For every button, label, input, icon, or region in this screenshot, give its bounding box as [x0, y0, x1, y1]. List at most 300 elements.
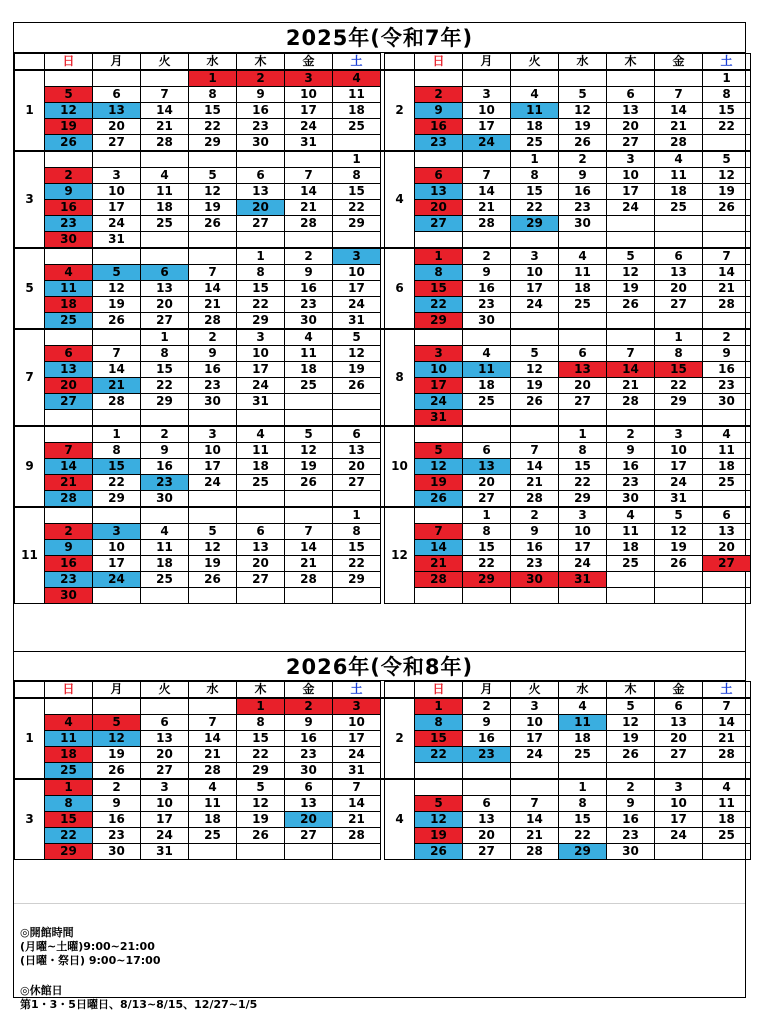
weekday-header: 水	[559, 54, 607, 71]
day-cell	[415, 232, 463, 249]
weekday-header: 水	[189, 682, 237, 699]
day-cell: 4	[45, 715, 93, 731]
weekday-header: 月	[93, 682, 141, 699]
day-cell	[655, 232, 703, 249]
day-cell: 20	[141, 297, 189, 313]
day-cell: 24	[93, 216, 141, 232]
day-cell: 26	[607, 747, 655, 763]
day-cell: 20	[93, 119, 141, 135]
day-cell: 19	[237, 812, 285, 828]
day-cell: 11	[189, 796, 237, 812]
day-cell: 31	[93, 232, 141, 249]
day-cell: 7	[285, 168, 333, 184]
weekday-header: 金	[655, 54, 703, 71]
day-cell: 19	[415, 475, 463, 491]
day-cell	[285, 491, 333, 508]
day-cell: 13	[463, 459, 511, 475]
day-cell: 4	[559, 698, 607, 715]
day-cell	[285, 232, 333, 249]
month-label: 5	[15, 248, 45, 329]
year-title-2025: 2025年(令和7年)	[14, 23, 745, 53]
day-cell: 11	[333, 87, 381, 103]
day-cell	[415, 426, 463, 443]
day-cell: 9	[45, 184, 93, 200]
day-cell: 18	[463, 378, 511, 394]
day-cell: 3	[285, 70, 333, 87]
day-cell: 24	[333, 747, 381, 763]
day-cell: 17	[463, 119, 511, 135]
year-title-2026: 2026年(令和8年)	[14, 651, 745, 681]
day-cell: 29	[189, 135, 237, 152]
day-cell: 27	[655, 747, 703, 763]
day-cell: 3	[607, 151, 655, 168]
weekday-header: 月	[463, 54, 511, 71]
day-cell: 30	[45, 232, 93, 249]
day-cell: 25	[189, 828, 237, 844]
day-cell: 18	[45, 747, 93, 763]
day-cell: 16	[415, 119, 463, 135]
day-cell	[607, 70, 655, 87]
day-cell: 24	[511, 747, 559, 763]
day-cell: 8	[559, 443, 607, 459]
day-cell: 26	[333, 378, 381, 394]
day-cell: 22	[415, 747, 463, 763]
day-cell: 24	[511, 297, 559, 313]
day-cell: 2	[285, 698, 333, 715]
day-cell	[463, 410, 511, 427]
weekday-header: 日	[45, 682, 93, 699]
day-cell: 26	[415, 844, 463, 860]
day-cell	[511, 313, 559, 330]
weekday-header: 木	[607, 682, 655, 699]
day-cell: 18	[141, 556, 189, 572]
day-cell: 31	[415, 410, 463, 427]
day-cell: 23	[45, 216, 93, 232]
day-cell: 11	[45, 281, 93, 297]
day-cell: 7	[415, 524, 463, 540]
month-label: 2	[385, 698, 415, 779]
day-cell: 8	[93, 443, 141, 459]
day-cell: 23	[415, 135, 463, 152]
day-cell: 25	[703, 475, 751, 491]
day-cell: 23	[237, 119, 285, 135]
day-cell: 7	[511, 796, 559, 812]
day-cell	[189, 698, 237, 715]
day-cell: 19	[333, 362, 381, 378]
month-label: 6	[385, 248, 415, 329]
day-cell: 27	[285, 828, 333, 844]
day-cell: 3	[511, 248, 559, 265]
day-cell: 1	[333, 507, 381, 524]
day-cell	[333, 410, 381, 427]
day-cell: 18	[559, 731, 607, 747]
day-cell: 27	[655, 297, 703, 313]
day-cell: 15	[141, 362, 189, 378]
day-cell: 23	[463, 297, 511, 313]
day-cell: 30	[703, 394, 751, 410]
day-cell: 19	[703, 184, 751, 200]
day-cell	[141, 410, 189, 427]
day-cell: 12	[655, 524, 703, 540]
day-cell: 27	[415, 216, 463, 232]
day-cell: 2	[415, 87, 463, 103]
day-cell: 1	[703, 70, 751, 87]
day-cell: 9	[703, 346, 751, 362]
day-cell: 28	[511, 491, 559, 508]
day-cell	[559, 70, 607, 87]
day-cell: 11	[141, 184, 189, 200]
day-cell: 5	[415, 796, 463, 812]
day-cell: 13	[559, 362, 607, 378]
day-cell: 1	[237, 248, 285, 265]
day-cell	[189, 588, 237, 604]
day-cell: 4	[607, 507, 655, 524]
day-cell: 10	[655, 796, 703, 812]
day-cell: 21	[511, 828, 559, 844]
day-cell: 26	[559, 135, 607, 152]
day-cell: 19	[511, 378, 559, 394]
opening-hours-title: ◎開館時間	[20, 926, 74, 939]
day-cell	[237, 232, 285, 249]
day-cell: 15	[45, 812, 93, 828]
day-cell: 3	[415, 346, 463, 362]
day-cell: 21	[141, 119, 189, 135]
day-cell: 12	[285, 443, 333, 459]
day-cell: 4	[463, 346, 511, 362]
day-cell: 14	[463, 184, 511, 200]
day-cell: 6	[93, 87, 141, 103]
day-cell: 28	[703, 297, 751, 313]
day-cell: 12	[511, 362, 559, 378]
day-cell	[333, 232, 381, 249]
day-cell: 7	[655, 87, 703, 103]
day-cell: 12	[415, 812, 463, 828]
day-cell: 25	[45, 763, 93, 780]
day-cell: 14	[93, 362, 141, 378]
day-cell	[333, 844, 381, 860]
day-cell: 14	[141, 103, 189, 119]
weekday-header: 木	[607, 54, 655, 71]
day-cell	[703, 232, 751, 249]
day-cell	[703, 491, 751, 508]
day-cell: 7	[463, 168, 511, 184]
day-cell: 25	[559, 297, 607, 313]
day-cell: 25	[141, 216, 189, 232]
day-cell: 18	[559, 281, 607, 297]
day-cell: 25	[607, 556, 655, 572]
day-cell: 15	[415, 281, 463, 297]
day-cell: 1	[559, 426, 607, 443]
day-cell: 13	[607, 103, 655, 119]
header-blank	[15, 54, 45, 71]
weekday-header: 日	[45, 54, 93, 71]
day-cell	[655, 588, 703, 604]
day-cell	[463, 329, 511, 346]
day-cell: 13	[703, 524, 751, 540]
day-cell: 7	[703, 698, 751, 715]
day-cell	[463, 779, 511, 796]
day-cell: 22	[511, 200, 559, 216]
day-cell	[415, 151, 463, 168]
day-cell: 17	[93, 200, 141, 216]
day-cell: 29	[141, 394, 189, 410]
day-cell: 31	[237, 394, 285, 410]
day-cell: 19	[655, 540, 703, 556]
day-cell: 4	[237, 426, 285, 443]
day-cell: 7	[189, 715, 237, 731]
day-cell: 18	[703, 459, 751, 475]
day-cell: 28	[45, 491, 93, 508]
day-cell: 6	[463, 796, 511, 812]
day-cell	[189, 491, 237, 508]
header-blank	[385, 54, 415, 71]
day-cell: 13	[93, 103, 141, 119]
day-cell: 27	[45, 394, 93, 410]
day-cell: 24	[559, 556, 607, 572]
day-cell: 14	[607, 362, 655, 378]
day-cell: 21	[703, 731, 751, 747]
opening-hours-weekday: (月曜~土曜)9:00~21:00	[20, 940, 155, 953]
day-cell: 11	[45, 731, 93, 747]
day-cell: 24	[333, 297, 381, 313]
day-cell: 30	[607, 844, 655, 860]
weekday-header: 日	[415, 682, 463, 699]
day-cell: 26	[189, 216, 237, 232]
day-cell: 14	[189, 281, 237, 297]
day-cell: 27	[141, 313, 189, 330]
month-label: 7	[15, 329, 45, 426]
day-cell: 2	[607, 779, 655, 796]
day-cell: 31	[141, 844, 189, 860]
day-cell: 21	[333, 812, 381, 828]
day-cell	[189, 844, 237, 860]
day-cell: 17	[415, 378, 463, 394]
day-cell	[93, 588, 141, 604]
month-label: 8	[385, 329, 415, 426]
day-cell: 3	[93, 524, 141, 540]
day-cell: 10	[655, 443, 703, 459]
day-cell	[703, 135, 751, 152]
day-cell: 25	[511, 135, 559, 152]
day-cell: 15	[511, 184, 559, 200]
day-cell: 17	[607, 184, 655, 200]
day-cell: 5	[703, 151, 751, 168]
day-cell: 14	[511, 812, 559, 828]
day-cell: 27	[93, 135, 141, 152]
day-cell	[559, 588, 607, 604]
day-cell: 19	[285, 459, 333, 475]
day-cell: 29	[559, 844, 607, 860]
day-cell	[93, 698, 141, 715]
month-label: 1	[15, 70, 45, 151]
month-label: 9	[15, 426, 45, 507]
day-cell	[607, 216, 655, 232]
day-cell: 7	[45, 443, 93, 459]
day-cell: 6	[463, 443, 511, 459]
day-cell: 12	[93, 731, 141, 747]
day-cell	[511, 426, 559, 443]
day-cell: 5	[45, 87, 93, 103]
day-cell: 15	[237, 281, 285, 297]
day-cell: 22	[463, 556, 511, 572]
day-cell	[45, 70, 93, 87]
day-cell: 13	[141, 731, 189, 747]
day-cell: 4	[703, 426, 751, 443]
day-cell: 12	[607, 265, 655, 281]
header-blank	[385, 682, 415, 699]
day-cell: 19	[189, 556, 237, 572]
day-cell: 7	[189, 265, 237, 281]
day-cell: 17	[237, 362, 285, 378]
day-cell: 12	[45, 103, 93, 119]
day-cell	[141, 248, 189, 265]
day-cell: 20	[285, 812, 333, 828]
day-cell: 16	[463, 281, 511, 297]
day-cell: 15	[333, 184, 381, 200]
day-cell: 2	[189, 329, 237, 346]
day-cell: 10	[607, 168, 655, 184]
day-cell: 30	[285, 763, 333, 780]
day-cell	[703, 410, 751, 427]
day-cell: 28	[285, 572, 333, 588]
day-cell: 10	[189, 443, 237, 459]
day-cell: 28	[703, 747, 751, 763]
day-cell: 11	[655, 168, 703, 184]
weekday-header: 木	[237, 54, 285, 71]
day-cell: 15	[415, 731, 463, 747]
day-cell	[333, 135, 381, 152]
day-cell: 7	[703, 248, 751, 265]
calendar-grid-2025	[14, 53, 751, 604]
weekday-header: 月	[463, 682, 511, 699]
day-cell: 13	[415, 184, 463, 200]
day-cell: 16	[93, 812, 141, 828]
day-cell	[463, 70, 511, 87]
day-cell: 20	[703, 540, 751, 556]
day-cell: 4	[189, 779, 237, 796]
day-cell: 7	[511, 443, 559, 459]
day-cell: 1	[463, 507, 511, 524]
day-cell: 30	[511, 572, 559, 588]
day-cell: 30	[559, 216, 607, 232]
day-cell: 1	[655, 329, 703, 346]
day-cell: 29	[559, 491, 607, 508]
day-cell: 4	[333, 70, 381, 87]
day-cell: 16	[607, 459, 655, 475]
day-cell: 6	[655, 248, 703, 265]
day-cell: 15	[559, 812, 607, 828]
day-cell: 30	[141, 491, 189, 508]
day-cell	[45, 507, 93, 524]
day-cell: 24	[655, 475, 703, 491]
day-cell: 20	[559, 378, 607, 394]
day-cell: 29	[655, 394, 703, 410]
day-cell	[415, 588, 463, 604]
day-cell	[237, 507, 285, 524]
day-cell	[189, 232, 237, 249]
day-cell	[511, 329, 559, 346]
day-cell: 19	[607, 731, 655, 747]
day-cell: 26	[237, 828, 285, 844]
day-cell: 14	[655, 103, 703, 119]
day-cell: 29	[511, 216, 559, 232]
day-cell: 6	[415, 168, 463, 184]
day-cell: 26	[607, 297, 655, 313]
day-cell: 22	[45, 828, 93, 844]
day-cell: 8	[703, 87, 751, 103]
day-cell	[703, 763, 751, 780]
day-cell: 28	[93, 394, 141, 410]
day-cell: 21	[93, 378, 141, 394]
month-label: 2	[385, 70, 415, 151]
day-cell: 15	[333, 540, 381, 556]
day-cell: 25	[45, 313, 93, 330]
day-cell: 12	[237, 796, 285, 812]
day-cell: 21	[703, 281, 751, 297]
day-cell: 1	[93, 426, 141, 443]
day-cell: 5	[415, 443, 463, 459]
closed-days-title: ◎休館日	[20, 984, 63, 997]
day-cell: 8	[141, 346, 189, 362]
day-cell: 24	[93, 572, 141, 588]
day-cell	[703, 572, 751, 588]
day-cell: 15	[559, 459, 607, 475]
day-cell	[703, 216, 751, 232]
day-cell: 19	[559, 119, 607, 135]
day-cell	[415, 763, 463, 780]
day-cell: 29	[463, 572, 511, 588]
day-cell: 6	[607, 87, 655, 103]
day-cell: 2	[45, 168, 93, 184]
day-cell: 9	[511, 524, 559, 540]
day-cell: 12	[333, 346, 381, 362]
day-cell: 5	[607, 698, 655, 715]
day-cell: 2	[703, 329, 751, 346]
day-cell	[141, 588, 189, 604]
day-cell: 3	[559, 507, 607, 524]
day-cell: 31	[655, 491, 703, 508]
day-cell	[45, 698, 93, 715]
day-cell: 4	[141, 524, 189, 540]
day-cell: 19	[45, 119, 93, 135]
day-cell	[655, 70, 703, 87]
day-cell: 1	[141, 329, 189, 346]
day-cell: 3	[189, 426, 237, 443]
day-cell: 3	[141, 779, 189, 796]
day-cell: 20	[237, 556, 285, 572]
day-cell: 22	[415, 297, 463, 313]
day-cell: 12	[415, 459, 463, 475]
day-cell: 17	[285, 103, 333, 119]
day-cell: 21	[511, 475, 559, 491]
day-cell: 23	[189, 378, 237, 394]
day-cell: 4	[559, 248, 607, 265]
day-cell: 20	[463, 475, 511, 491]
day-cell: 30	[285, 313, 333, 330]
day-cell: 2	[237, 70, 285, 87]
calendar-sheet	[13, 22, 746, 1011]
day-cell: 10	[333, 715, 381, 731]
day-cell: 22	[189, 119, 237, 135]
day-cell: 28	[333, 828, 381, 844]
day-cell: 22	[655, 378, 703, 394]
day-cell: 20	[333, 459, 381, 475]
day-cell: 22	[559, 475, 607, 491]
day-cell: 10	[285, 87, 333, 103]
day-cell	[607, 232, 655, 249]
day-cell	[189, 507, 237, 524]
day-cell: 28	[189, 763, 237, 780]
